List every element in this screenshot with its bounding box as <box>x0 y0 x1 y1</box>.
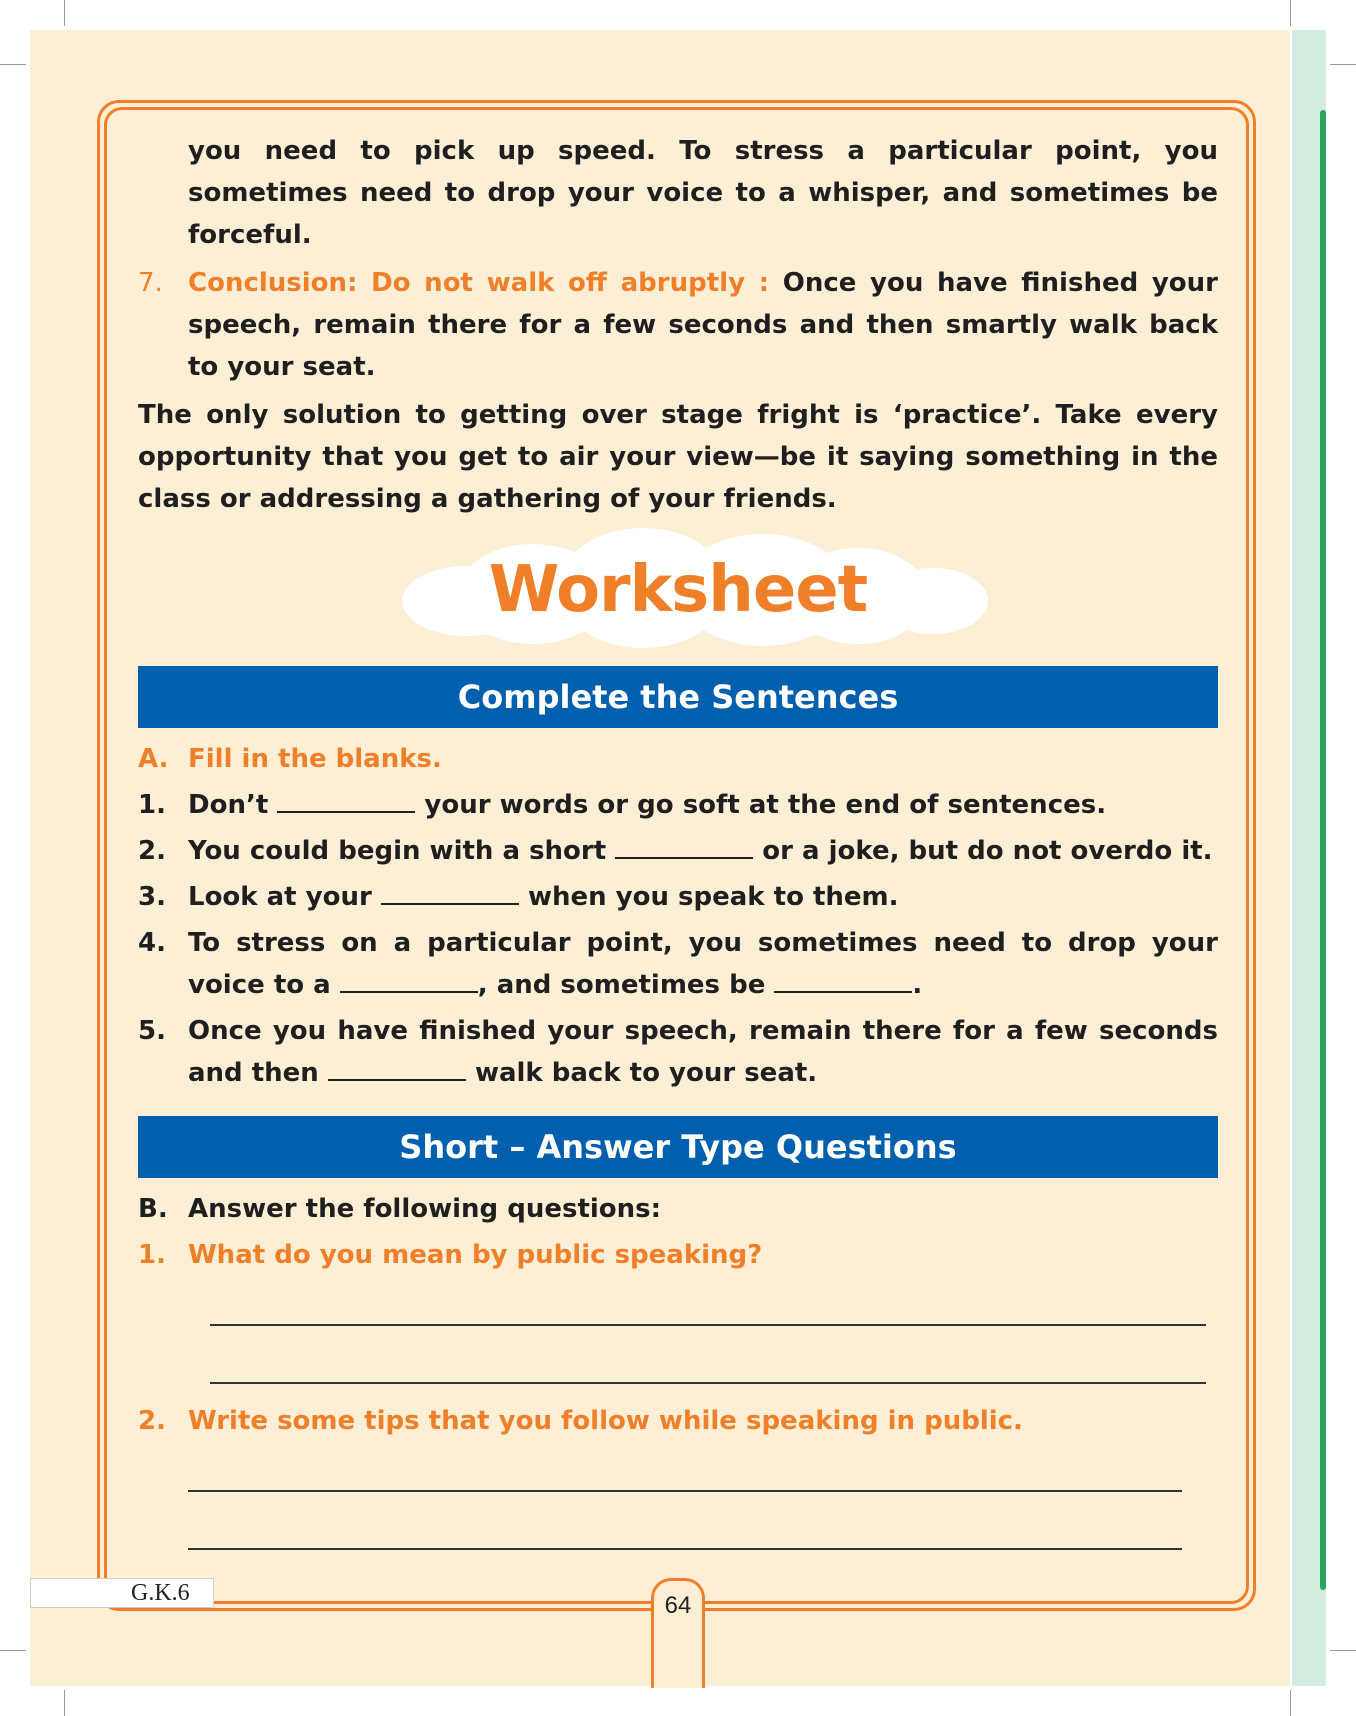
text-before-blank: You could begin with a short <box>188 836 607 866</box>
list-item-7 <box>138 262 1218 388</box>
crop-mark <box>1330 64 1356 65</box>
question-number: 2. <box>138 1406 166 1436</box>
worksheet-heading <box>138 526 1218 658</box>
question-number: 3. <box>138 882 166 912</box>
text-between-blanks: , and sometimes be <box>477 970 766 1000</box>
section-instruction <box>138 738 1218 780</box>
question-number: 2. <box>138 836 166 866</box>
text-after-blank: your words or go soft at the end of sentences. <box>424 790 1107 820</box>
question-text <box>188 922 1218 1006</box>
item-heading: Conclusion: Do not walk off abruptly : <box>188 268 770 298</box>
continuation-paragraph: you need to pick up speed. To stress a particular point, you sometimes need to drop your voice to a whisper, and sometimes be forceful. <box>188 136 1218 250</box>
crop-mark <box>1290 1690 1291 1716</box>
question-item <box>138 876 1218 918</box>
crop-mark <box>1330 1650 1356 1651</box>
text-after-blank: . <box>912 970 923 1000</box>
text-before-blank: Once you have finished your speech, remain there for a few seconds and then <box>188 1016 1218 1088</box>
answer-line[interactable] <box>188 1508 1182 1550</box>
crop-mark <box>64 0 65 26</box>
question-text: What do you mean by public speaking? <box>188 1240 763 1270</box>
question-item <box>138 830 1218 872</box>
question-text: Write some tips that you follow while speaking in public. <box>188 1406 1023 1436</box>
fill-blank[interactable] <box>328 1055 466 1081</box>
item-body: Once you have finished your speech, remain there for a few seconds and then smartly walk back to your seat. <box>188 268 1218 382</box>
item-number: 7. <box>138 268 163 298</box>
question-item <box>138 922 1218 1006</box>
text-after-blank: or a joke, but do not overdo it. <box>762 836 1213 866</box>
section-letter: B. <box>138 1194 168 1224</box>
question-item <box>138 1010 1218 1094</box>
fill-blank[interactable] <box>340 967 478 993</box>
page-number: 64 <box>651 1578 705 1688</box>
crop-mark <box>0 1650 26 1651</box>
text-before-blank: Look at your <box>188 882 372 912</box>
fill-blank[interactable] <box>381 879 519 905</box>
book-label: G.K.6 <box>30 1578 214 1608</box>
fill-blank[interactable] <box>774 967 912 993</box>
question-item <box>138 1234 1218 1276</box>
item-text <box>188 262 1218 388</box>
crop-mark <box>0 64 26 65</box>
answer-line[interactable] <box>188 1450 1182 1492</box>
question-item <box>138 1400 1218 1442</box>
section-banner-complete-sentences: Complete the Sentences <box>138 666 1218 728</box>
answer-line[interactable] <box>210 1284 1206 1326</box>
question-item <box>138 784 1218 826</box>
instruction-text: Answer the following questions: <box>188 1194 662 1224</box>
section-letter: A. <box>138 744 169 774</box>
crop-mark <box>1290 0 1291 26</box>
fill-blank[interactable] <box>277 787 415 813</box>
question-text <box>188 830 1213 872</box>
text-after-blank: walk back to your seat. <box>474 1058 818 1088</box>
question-number: 1. <box>138 790 166 820</box>
closing-paragraph: The only solution to getting over stage fright is ‘practice’. Take every opportunity that you get to air your view—be it saying something in the class or addressing a gathering of your friends. <box>138 400 1218 514</box>
text-after-blank: when you speak to them. <box>527 882 899 912</box>
worksheet-title: Worksheet <box>488 553 868 627</box>
question-text <box>188 876 899 918</box>
section-instruction <box>138 1188 1218 1230</box>
fill-blank[interactable] <box>615 833 753 859</box>
side-strip-line <box>1320 110 1326 1590</box>
question-text <box>188 1010 1218 1094</box>
question-number: 4. <box>138 928 166 958</box>
text-before-blank: To stress on a particular point, you sometimes need to drop your voice to a <box>188 928 1218 1000</box>
crop-mark <box>64 1690 65 1716</box>
answer-line[interactable] <box>210 1342 1206 1384</box>
question-number: 5. <box>138 1016 166 1046</box>
section-banner-short-answer: Short – Answer Type Questions <box>138 1116 1218 1178</box>
instruction-text: Fill in the blanks. <box>188 744 442 774</box>
question-number: 1. <box>138 1240 166 1270</box>
question-text <box>188 784 1106 826</box>
text-before-blank: Don’t <box>188 790 269 820</box>
page-content <box>138 130 1218 1566</box>
